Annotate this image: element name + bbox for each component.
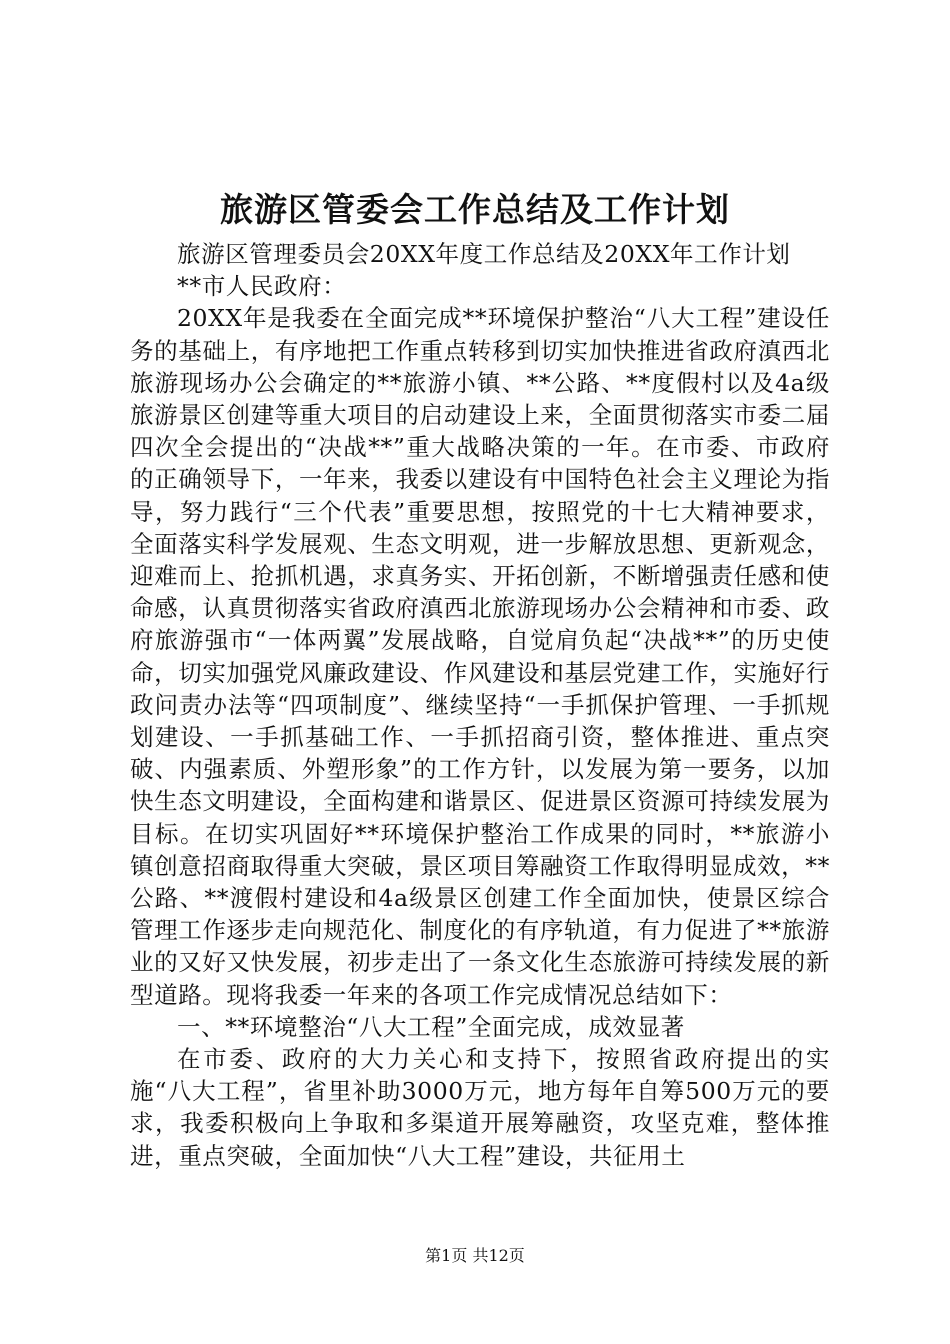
section-heading: 一、**环境整治“八大工程”全面完成，成效显著: [177, 1012, 685, 1041]
document-title: 旅游区管委会工作总结及工作计划: [220, 190, 730, 229]
document-body: [130, 238, 830, 1172]
addressee: **市人民政府：: [177, 272, 347, 301]
paragraph: 20XX年是我委在全面完成**环境保护整治“八大工程”建设任务的基础上，有序地把工作重点转移到切实加快推进省政府滇西北旅游现场办公会确定的**旅游小镇、**公路、**度假村以及4a级旅游景区创建等重大项目的启动建设上来，全面贯彻落实市委二届四次全会提出的“决战**”重大战略决策的一年。在市委、市政府的正确领导下，一年来，我委以建设有中国特色社会主义理论为指导，努力践行“三个代表”重要思想，按照党的十七大精神要求，全面落实科学发展观、生态文明观，进一步解放思想、更新观念，迎难而上、抢抓机遇，求真务实、开拓创新，不断增强责任感和使命感，认真贯彻落实省政府滇西北旅游现场办公会精神和市委、政府旅游强市“一体两翼”发展战略，自觉肩负起“决战**”的历史使命，切实加强党风廉政建设、作风建设和基层党建工作，实施好行政问责办法等“四项制度”、继续坚持“一手抓保护管理、一手抓规划建设、一手抓基础工作、一手抓招商引资，整体推进、重点突破、内强素质、外塑形象”的工作方针，以发展为第一要务，以加快生态文明建设，全面构建和谐景区、促进景区资源可持续发展为目标。在切实巩固好**环境保护整治工作成果的同时，**旅游小镇创意招商取得重大突破，景区项目筹融资工作取得明显成效，**公路、**渡假村建设和4a级景区创建工作全面加快，使景区综合管理工作逐步走向规范化、制度化的有序轨道，有力促进了**旅游业的又好又快发展，初步走出了一条文化生态旅游可持续发展的新型道路。现将我委一年来的各项工作完成情况总结如下：: [130, 304, 830, 1009]
paragraph: 在市委、政府的大力关心和支持下，按照省政府提出的实施“八大工程”，省里补助3000万元，地方每年自筹500万元的要求，我委积极向上争取和多渠道开展筹融资，攻坚克难，整体推进，重点突破，全面加快“八大工程”建设，共征用土: [130, 1045, 830, 1170]
page-number: 第1页 共12页: [425, 1246, 525, 1265]
document-subtitle: 旅游区管理委员会20XX年度工作总结及20XX年工作计划: [177, 240, 791, 268]
